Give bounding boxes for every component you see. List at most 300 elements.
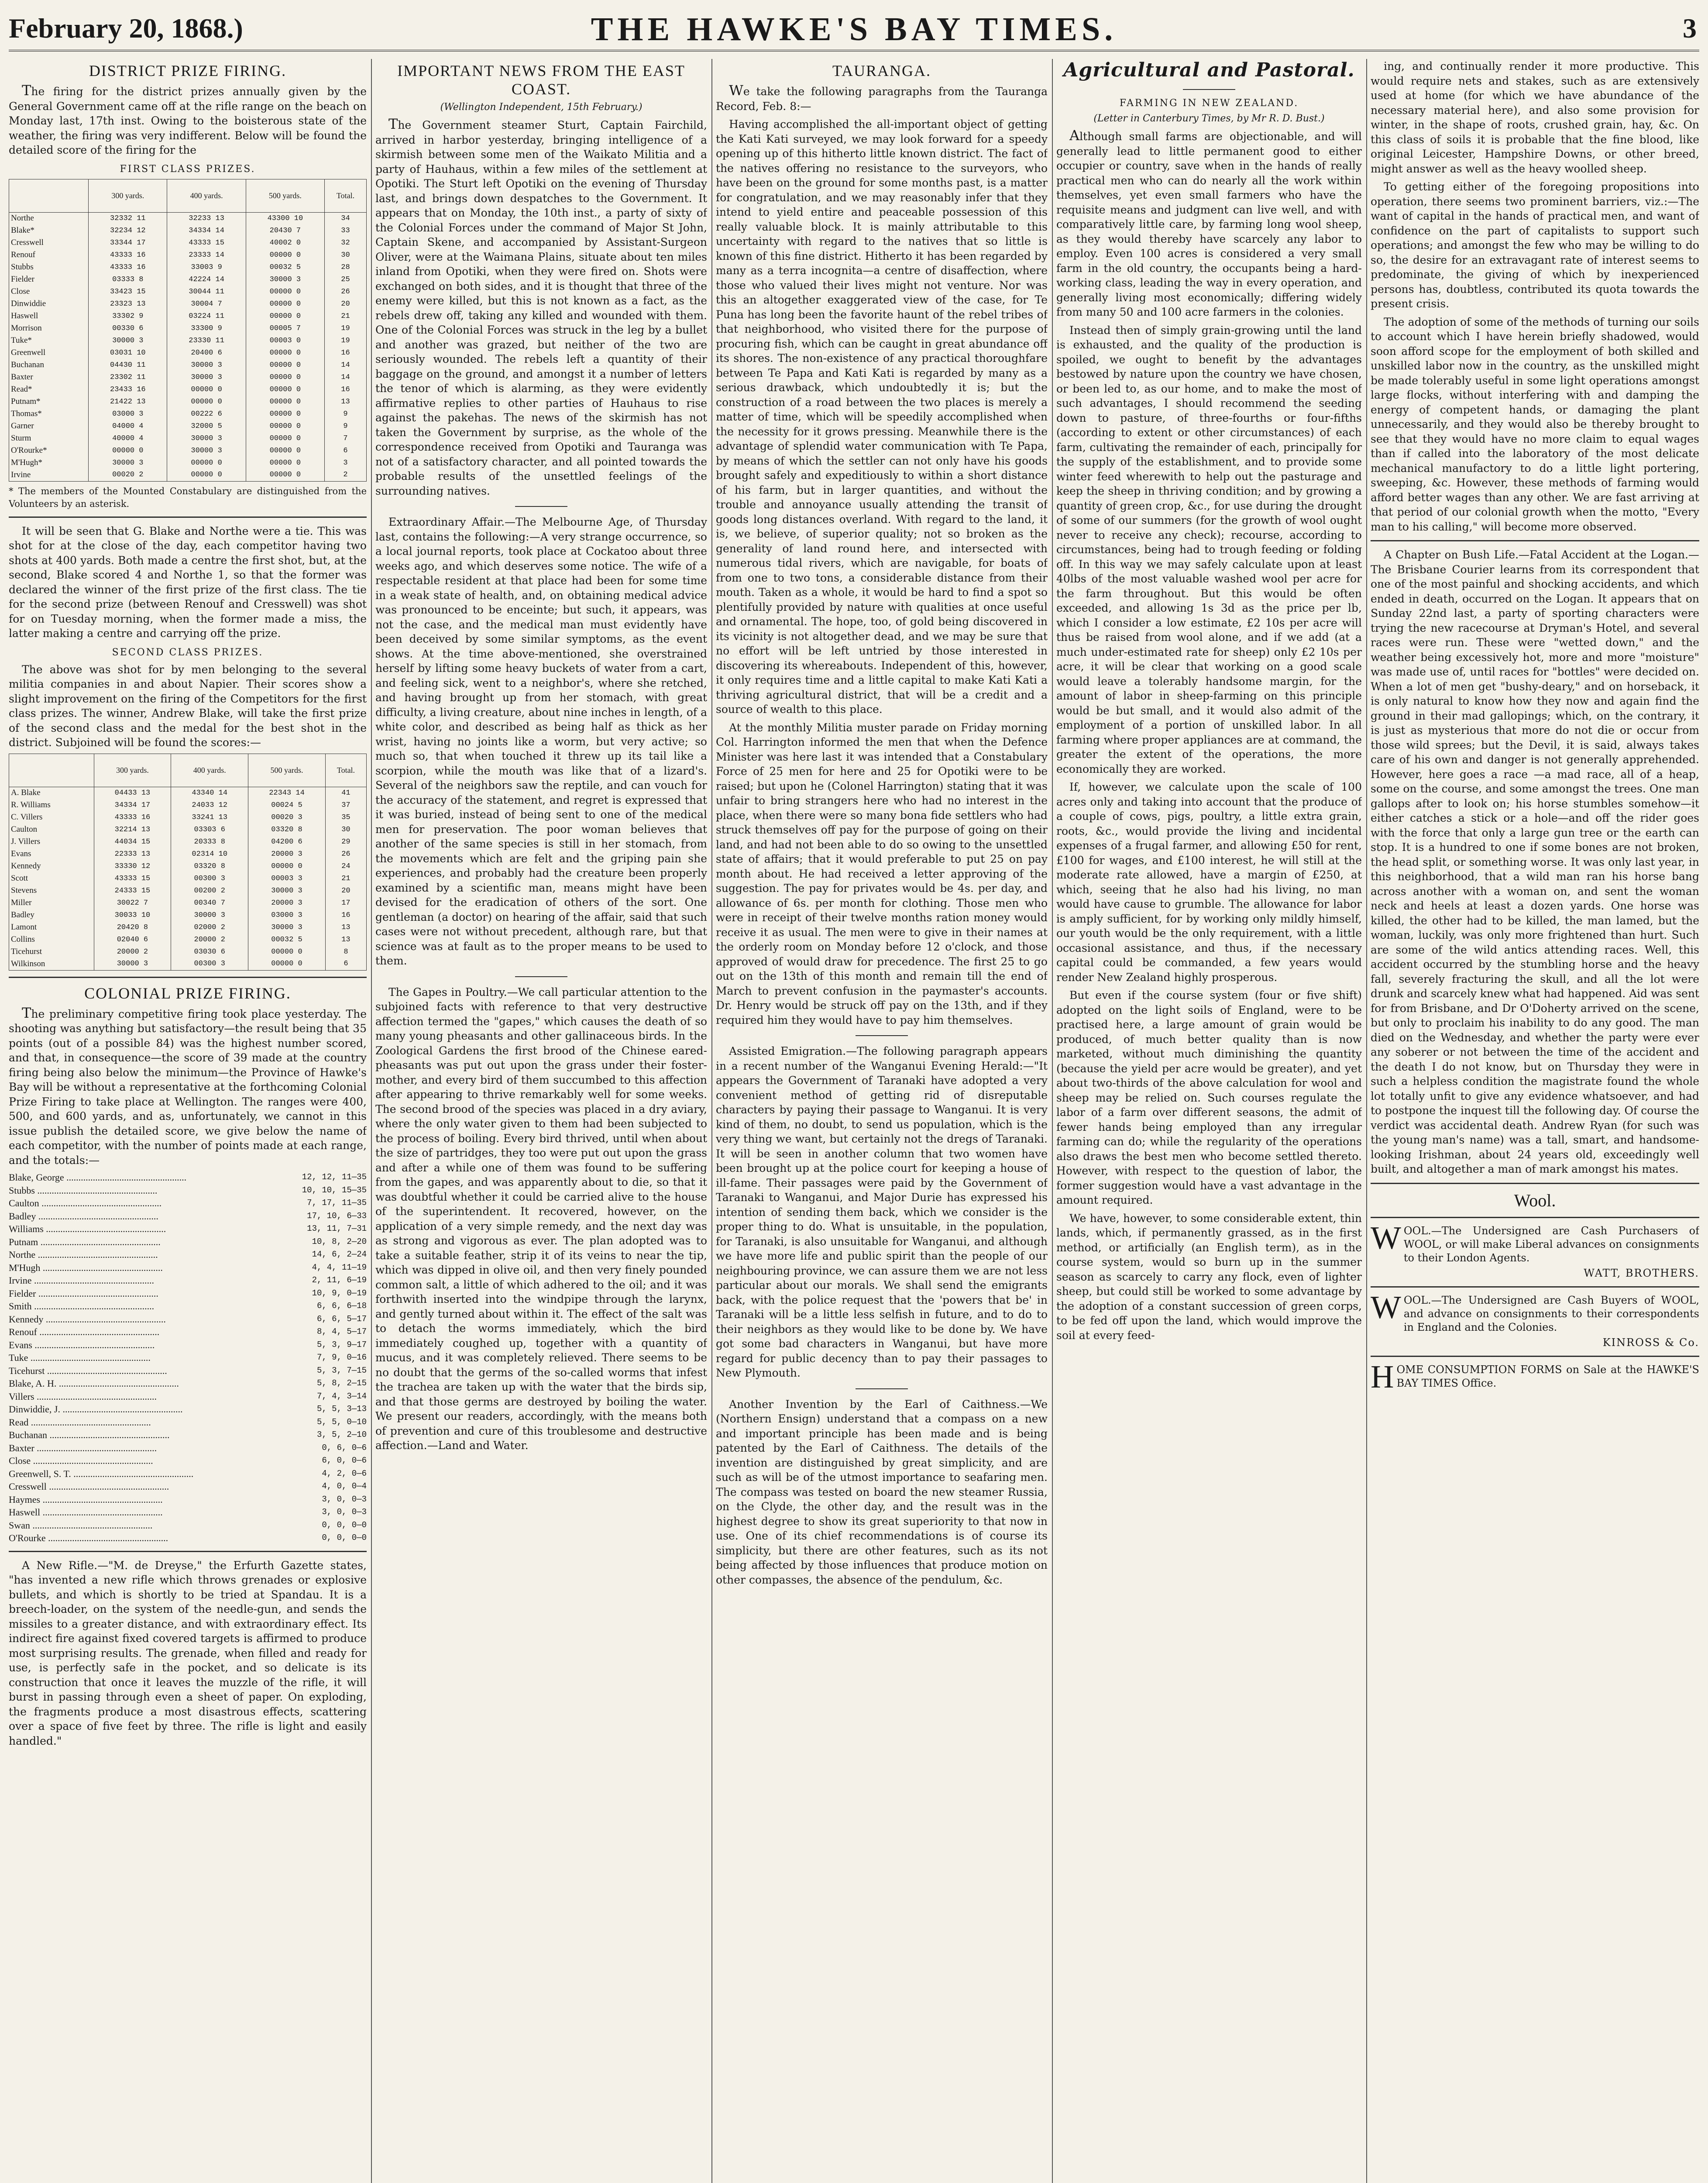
list-item [9, 1197, 367, 1210]
competitor-score: 5, 5, 3—13 [316, 1404, 367, 1414]
table-row [9, 237, 367, 249]
competitor-score: 5, 8, 2—15 [316, 1378, 367, 1388]
table-header: 500 yards. [246, 179, 324, 212]
asterisk-note: * The members of the Mounted Constabulary are distinguished from the Volunteers by an asterisk. [9, 485, 367, 509]
farming-paragraph-1: Although small farms are objectionable, and will generally lead to little permanent good to either occupier or country, save when in the hands of really practical men who can do nearly all the work within themselves, yet even small farmers who have the requisite means and judgment can live well, and with comparatively little care, by farming long wool sheep, as they would thereby have scarcely any labor to employ. Even 100 acres is considered a very small farm in the old country, the occupants being a hard-working class, leading the way in every operation, and generally living most economically; differing widely from many 50 and 100 acre farmers in the colonies. [1056, 127, 1362, 318]
list-item [9, 1454, 367, 1467]
competitor-name: Blake, George .................................................. [9, 1172, 187, 1183]
competitor-score: 3, 5, 2—10 [316, 1430, 367, 1439]
table-row [9, 322, 367, 334]
competitor-name: Irvine .................................................. [9, 1275, 155, 1286]
competitor-name: Smith .................................................. [9, 1301, 155, 1312]
drop-cap: W [1371, 1220, 1401, 1256]
score-cell: 00000 0 [246, 408, 324, 420]
list-item [9, 1236, 367, 1249]
divider [9, 1551, 367, 1552]
score-cell: 00000 0 [246, 444, 324, 457]
table-row [9, 347, 367, 359]
score-cell: 43333 16 [94, 811, 171, 823]
agricultural-section-title: Agricultural and Pastoral. [1063, 59, 1355, 81]
table-header: Total. [325, 179, 367, 212]
competitor-score: 4, 2, 0—6 [322, 1468, 367, 1478]
table-row [9, 359, 367, 371]
score-cell: 30000 3 [94, 958, 171, 970]
colonial-intro: The preliminary competitive firing took place yesterday. The shooting was anything but satisfactory—the result being that 35 points (out of a possible 84) was the highest number scored, and that, in consequence—the score of 39 made at the country firing being also below the minimum—the Province of Hawke's Bay will be without a representative at the forthcoming Colonial Prize Firing to take place at Wellington. The ranges were 400, 500, and 600 yards, and as, unfortunately, we cannot in this issue publish the detailed score, we give below the name of each competitor, with the number of points made at each range, and the totals:— [9, 1004, 367, 1167]
score-cell: 00000 0 [167, 396, 246, 408]
score-cell: 30044 11 [167, 286, 246, 298]
competitor-name: Tuke .................................................. [9, 1352, 151, 1363]
score-cell: 21422 13 [89, 396, 167, 408]
column-rule [711, 59, 712, 2183]
divider [1183, 89, 1235, 90]
score-cell: 32234 12 [89, 224, 167, 237]
list-item [9, 1300, 367, 1313]
column-1 [9, 59, 367, 2183]
score-cell: 00222 6 [167, 408, 246, 420]
score-cell: 43333 15 [94, 872, 171, 885]
competitor-name: O'Rourke* [9, 444, 89, 457]
score-cell: 7 [325, 432, 367, 444]
competitor-name: Dinwiddie, J. .................................................. [9, 1404, 183, 1415]
score-cell: 20000 3 [248, 897, 326, 909]
ad-text: OME CONSUMPTION FORMS on Sale at the HAWKE'S BAY TIMES Office. [1396, 1363, 1699, 1389]
score-cell: 00032 5 [246, 261, 324, 273]
divider [1371, 540, 1699, 541]
score-cell: 9 [325, 420, 367, 432]
competitor-name: Baxter [9, 371, 89, 383]
colonial-scores-list [9, 1171, 367, 1545]
score-cell: 33330 12 [94, 860, 171, 872]
competitor-score: 5, 3, 7—15 [316, 1365, 367, 1375]
score-cell: 00000 0 [246, 298, 324, 310]
farming-paragraph-5: We have, however, to some considerable extent, thin lands, which, if permanently grassed, as in the first method, or artificially (an English term), as in the course system, would so burn up in the summer season as scarcely to carry any flock, even of lighter sheep, but could still be worked to some advantage by the adoption of a constant succession of green corps, to be fed off upon the land, which would improve the soil at every feed- [1056, 1212, 1362, 1342]
score-cell: 30000 3 [167, 371, 246, 383]
score-cell: 20000 2 [171, 933, 248, 946]
competitor-name: Swan .................................................. [9, 1519, 153, 1531]
table-row [9, 310, 367, 322]
table-row [9, 396, 367, 408]
competitor-name: Cresswell [9, 237, 89, 249]
farming-paragraph-3: If, however, we calculate upon the scale of 100 acres only and taking into account that the produce of a couple of cows, pigs, poultry, a little extra grain, roots, &c., would provide the living and incidental expenses of a frugal farmer, and allowing £50 for rent, £100 for wages, and £100 interest, he will still at the moderate rate allowed, have a margin of £250, at which, seeing that he also had his living, no man would have cause to grumble. The allowance for labor is amply sufficient, for by working only mildly himself, our youth would be the only requirement, with a little occasional assistance, and thus, if the necessary capital could be commanded, a few years would render New Zealand highly prosperous. [1056, 781, 1362, 984]
competitor-name: Caulton .................................................. [9, 1198, 162, 1209]
score-cell: 20 [325, 298, 367, 310]
score-cell: 00000 0 [167, 457, 246, 469]
score-cell: 04200 6 [248, 836, 326, 848]
score-cell: 19 [325, 322, 367, 334]
score-cell: 33302 9 [89, 310, 167, 322]
competitor-score: 12, 12, 11—35 [302, 1172, 367, 1182]
competitor-score: 10, 9, 0—19 [312, 1288, 367, 1298]
score-cell: 17 [325, 897, 366, 909]
score-cell: 8 [325, 946, 366, 958]
district-intro: The firing for the district prizes annually given by the General Government came off at the rifle range on the beach on Monday last, 17th inst. Owing to the boisterous state of the weather, the firing was very indifferent. Below will be found the detailed score of the firing for the [9, 82, 367, 156]
score-cell: 00024 5 [248, 799, 326, 811]
farming-continued-1: ing, and continually render it more productive. This would require nets and stakes, such as are extensively used at home (for which we have abundance of the necessary material here), and also some provision for winter, in the shape of roots, crushed grain, hay, &c. On this class of soils it is probable that the fine blood, like original Leicester, Hampshire Downs, or other breed, might answer as well as the heavy woolled sheep. [1371, 60, 1699, 175]
score-cell: 00330 6 [89, 322, 167, 334]
score-cell: 20400 6 [167, 347, 246, 359]
score-cell: 20430 7 [246, 224, 324, 237]
competitor-name: Miller [9, 897, 94, 909]
score-cell: 14 [325, 371, 367, 383]
score-cell: 00000 0 [246, 359, 324, 371]
competitor-name: C. Villers [9, 811, 94, 823]
competitor-score: 7, 9, 0—16 [316, 1353, 367, 1362]
competitor-name: Read .................................................. [9, 1416, 151, 1428]
score-cell: 33423 15 [89, 286, 167, 298]
score-cell: 43333 16 [89, 261, 167, 273]
competitor-name: Fielder [9, 273, 89, 286]
divider [1371, 1217, 1699, 1218]
column-3 [716, 59, 1048, 2183]
score-cell: 33003 9 [167, 261, 246, 273]
tauranga-title: TAURANGA. [832, 62, 931, 79]
list-item [9, 1287, 367, 1300]
score-cell: 30000 3 [89, 457, 167, 469]
score-cell: 16 [325, 909, 366, 921]
competitor-name: Putnam .................................................. [9, 1236, 161, 1247]
score-cell: 21 [325, 872, 366, 885]
score-cell: 20420 8 [94, 921, 171, 933]
score-cell: 03000 3 [89, 408, 167, 420]
score-cell: 32233 13 [167, 212, 246, 224]
competitor-name: Close [9, 286, 89, 298]
score-cell: 00020 2 [89, 469, 167, 481]
table-header: 300 yards. [94, 754, 171, 787]
table-row [9, 298, 367, 310]
competitor-name: Putnam* [9, 396, 89, 408]
list-item [9, 1506, 367, 1519]
score-cell: 34334 17 [94, 799, 171, 811]
score-cell: 03000 3 [248, 909, 326, 921]
competitor-score: 5, 3, 9—17 [316, 1339, 367, 1350]
divider [515, 976, 567, 977]
score-cell: 2 [325, 469, 367, 481]
score-cell: 37 [325, 799, 366, 811]
score-cell: 33 [325, 224, 367, 237]
competitor-name: Ticehurst [9, 946, 94, 958]
competitor-name: Renouf .................................................. [9, 1326, 160, 1337]
score-cell: 30033 10 [94, 909, 171, 921]
score-cell: 6 [325, 444, 367, 457]
competitor-score: 4, 0, 0—4 [322, 1481, 367, 1491]
list-item [9, 1403, 367, 1416]
score-cell: 13 [325, 933, 366, 946]
competitor-name: Close .................................................. [9, 1455, 153, 1466]
list-item [9, 1222, 367, 1236]
score-cell: 03333 8 [89, 273, 167, 286]
competitor-score: 14, 6, 2—24 [312, 1250, 367, 1259]
table-row [9, 408, 367, 420]
competitor-name: Scott [9, 872, 94, 885]
ad-signature: WATT, BROTHERS. [1584, 1267, 1699, 1279]
competitor-score: 0, 6, 0—6 [322, 1443, 367, 1453]
table-header [9, 179, 89, 212]
list-item [9, 1261, 367, 1274]
list-item [9, 1519, 367, 1532]
score-cell: 25 [325, 273, 367, 286]
divider [856, 1035, 908, 1036]
score-cell: 16 [325, 347, 367, 359]
score-cell: 04433 13 [94, 787, 171, 799]
score-cell: 00003 0 [246, 334, 324, 347]
score-cell: 14 [325, 359, 367, 371]
table-header: 400 yards. [171, 754, 248, 787]
score-cell: 30 [325, 249, 367, 261]
score-cell: 23333 14 [167, 249, 246, 261]
list-item [9, 1377, 367, 1390]
score-cell: 30000 3 [171, 909, 248, 921]
competitor-name: Northe .................................................. [9, 1249, 158, 1260]
score-cell: 28 [325, 261, 367, 273]
score-cell: 23433 16 [89, 383, 167, 396]
score-cell: 00000 0 [246, 371, 324, 383]
competitor-score: 4, 4, 11—19 [312, 1262, 367, 1272]
table-row [9, 885, 367, 897]
table-row [9, 261, 367, 273]
competitor-name: Greenwell, S. T. .................................................. [9, 1468, 194, 1479]
competitor-name: Blake* [9, 224, 89, 237]
score-cell: 30022 7 [94, 897, 171, 909]
score-cell: 22343 14 [248, 787, 326, 799]
ad-text: OOL.—The Undersigned are Cash Buyers of WOOL, and advance on consignments to their correspondents in England and the Colonies. [1403, 1294, 1699, 1333]
score-cell: 32214 13 [94, 823, 171, 836]
district-tie-paragraph: It will be seen that G. Blake and Northe were a tie. This was shot for at the close of the day, each competitor having two shots at 400 yards. Both made a centre the first shot, but, at the second, Blake scored 4 and Northe 1, so that the former was declared the winner of the first prize of the first class. The tie for the second prize (between Renouf and Cresswell) was shot for on Tuesday morning, when the former made a miss, the latter making a centre and carrying off the prize. [9, 524, 367, 640]
table-row [9, 909, 367, 921]
table-row [9, 432, 367, 444]
competitor-name: Cresswell .................................................. [9, 1481, 169, 1492]
list-item [9, 1429, 367, 1442]
newspaper-title: THE HAWKE'S BAY TIMES. [591, 11, 1117, 48]
table-row [9, 860, 367, 872]
list-item [9, 1532, 367, 1545]
table-row [9, 224, 367, 237]
district-prize-title: DISTRICT PRIZE FIRING. [89, 62, 287, 79]
ad-text: OOL.—The Undersigned are Cash Purchasers of WOOL, or will make Liberal advances on consignments to their London Agents. [1403, 1224, 1699, 1264]
competitor-name: Buchanan .................................................. [9, 1429, 170, 1440]
list-item [9, 1274, 367, 1287]
kati-kati-article: Having accomplished the all-important object of getting the Kati Kati surveyed, we may look forward for a speedy opening up of this hitherto little known district. The fact of the natives offering no resistance to the surveyors, who have been on the ground for some months past, is a matter for congratulation, and we may reasonably infer that they intend to yield entire and peaceable possession of this really valuable block. It is mainly attributable to this uncertainty with regard to the natives that so little is known of this fine district. Hitherto it has been regarded by many as a terra incognita—a centre of disaffection, where those who valued their lives might not venture. Nor was this an altogether exaggerated view of the case, for Te Puna has long been the favorite haunt of the rebel tribes of that neighborhood, who visited there for the purpose of procuring fish, which can be caught in great abundance off its shores. The non-existence of any practical thoroughfare between Te Papa and Kati Kati is regarded by many as a serious drawback, which undoubtedly it is; but the construction of a road between the two places is merely a matter of time, which will be speedily accomplished when the necessity for it grows pressing. Meanwhile there is the advantage of splendid water communication with Te Papa, by means of which the settler can not only have his goods brought safely and expeditiously to within a short distance of his farm, but in larger quantities, and without the trouble and annoyance usually attending the transit of goods long distances overland. With regard to the land, it is, we believe, of superior quality; not so broken as the generality of land round here, and intersected with numerous tidal rivers, which are navigable, for boats of from one to two tons, a considerable distance from their mouth. Taken as a whole, it would be hard to find a spot so plentifully provided by nature with qualities at once useful and ornamental. The hope, too, of gold being discovered in its vicinity is not altogether dead, and we may be sure that no effort will be left untried by those interested in discovering its whereabouts. Independent of this, however, it only requires time and a little capital to make Kati Kati a thriving agricultural district, that will be a credit and a source of wealth to this place. [716, 118, 1048, 716]
divider [515, 506, 567, 507]
competitor-name: Villers .................................................. [9, 1391, 157, 1402]
score-cell: 30000 3 [167, 444, 246, 457]
table-row [9, 286, 367, 298]
score-cell: 19 [325, 334, 367, 347]
extraordinary-affair-article: Extraordinary Affair.—The Melbourne Age, of Thursday last, contains the following:—A very strange occurrence, so a local journal reports, took place at Cockatoo about three weeks ago, and which deserves some notice. The wife of a respectable resident at that place had been for some time in a weak state of health, and, on obtaining medical advice was pronounced to be enceinte; but such, it appears, was not the case, and the medical man must evidently have been deceived by some similar symptoms, as the event shows. At the time above-mentioned, she overstrained herself by lifting some heavy buckets of water from a cart, and feeling sick, went to a neighbor's, where she retched, and having brought up from her stomach, with great difficulty, a living creature, about nine inches in length, of a white color, and described as being half as thick as her wrist, having no joints like a worm, but very active; so much so, that when touched it threw up its tail like a scorpion, while the mouth was like that of a lizard's. Several of the neighbors saw the reptile, and can vouch for the accuracy of the statement, and regret is expressed that it was buried, instead of being sent to one of the medical men for preservation. The poor woman believes that another of the same species is still in her stomach, from the movements which are felt and the griping pain she experiences, and probably had the creature been properly examined by a scientific man, means might have been devised for the eradication of others of the sort. One gentleman (a doctor) on hearing of the affair, said that such cases were not without precedent, although rare, but that science was at fault as to the proper means to be used to them. [375, 516, 707, 967]
score-cell: 00000 0 [246, 420, 324, 432]
table-row [9, 921, 367, 933]
competitor-name: Buchanan [9, 359, 89, 371]
competitor-name: Sturm [9, 432, 89, 444]
list-item [9, 1364, 367, 1377]
column-rule [371, 59, 372, 2183]
score-cell: 00000 0 [246, 469, 324, 481]
score-cell: 32332 11 [89, 212, 167, 224]
competitor-name: O'Rourke .................................................. [9, 1532, 168, 1543]
competitor-score: 10, 10, 15—35 [302, 1185, 367, 1195]
score-cell: 04000 4 [89, 420, 167, 432]
score-cell: 00000 0 [246, 310, 324, 322]
score-cell: 00000 0 [89, 444, 167, 457]
score-cell: 00000 0 [246, 396, 324, 408]
list-item [9, 1339, 367, 1352]
divider [1371, 1286, 1699, 1288]
competitor-name: Haymes .................................................. [9, 1494, 163, 1505]
score-cell: 00000 0 [246, 432, 324, 444]
competitor-name: M'Hugh .................................................. [9, 1262, 163, 1273]
score-cell: 02040 6 [94, 933, 171, 946]
competitor-name: Caulton [9, 823, 94, 836]
score-cell: 00000 0 [167, 469, 246, 481]
competitor-name: Northe [9, 212, 89, 224]
table-row [9, 787, 367, 799]
score-cell: 43333 15 [167, 237, 246, 249]
score-cell: 00000 0 [246, 457, 324, 469]
first-class-heading: FIRST CLASS PRIZES. [120, 163, 256, 175]
score-cell: 3 [325, 457, 367, 469]
score-cell: 24333 15 [94, 885, 171, 897]
gapes-poultry-article: The Gapes in Poultry.—We call particular attention to the subjoined facts with reference to that very destructive affection termed the "gapes," which causes the death of so many young pheasants and other gallinaceous birds. In the Zoological Gardens the first brood of the Chinese eared-pheasants was put out upon the grass under their foster-mother, and every bird of them succumbed to this affection after appearing to thrive remarkably well for some weeks. The second brood of the species was placed in a dry aviary, where the only water given to them had been subjected to the process of boiling. Every bird thrived, until when about the size of partridges, they too were put out upon the grass and after a while one of them was found to be suffering from the gapes, and was apparently about to die, so that it was doubtful whether it could be carried alive to the house of the superintendent. It recovered, however, on the application of a very simple remedy, and the next day was as strong and vigorous as ever. The plan adopted was to take a suitable feather, strip it of its veins to near the tip, which was dipped in olive oil, and then very finely pounded common salt, a little of which adhered to the oil; and it was forthwith inserted into the windpipe through the larynx, and gently turned about within it. The effect of the salt was to detach the worms immediately, which the bird immediately coughed up, together with a quantity of mucus, and it was completely relieved. There seems to be no doubt that the germs of the so-called worms that infest the trachea are taken up with the water that the birds sip, and that those germs are destroyed by boiling the water. We present our readers, accordingly, with the means both of prevention and cure of this troublesome and destructive affection.—Land and Water. [375, 985, 707, 1452]
competitor-score: 10, 8, 2—20 [312, 1236, 367, 1246]
score-cell: 00200 2 [171, 885, 248, 897]
competitor-name: M'Hugh* [9, 457, 89, 469]
score-cell: 13 [325, 921, 366, 933]
competitor-name: Greenwell [9, 347, 89, 359]
competitor-name: Stubbs [9, 261, 89, 273]
score-cell: 30000 3 [246, 273, 324, 286]
competitor-score: 7, 17, 11—35 [307, 1198, 367, 1208]
first-class-table [9, 179, 367, 482]
score-cell: 00005 7 [246, 322, 324, 334]
competitor-name: Lamont [9, 921, 94, 933]
table-row [9, 933, 367, 946]
column-rule [1052, 59, 1053, 2183]
score-cell: 33300 9 [167, 322, 246, 334]
score-cell: 30000 3 [248, 885, 326, 897]
competitor-name: J. Villers [9, 836, 94, 848]
table-row [9, 897, 367, 909]
drop-cap: H [1371, 1359, 1394, 1395]
table-row [9, 469, 367, 481]
assisted-emigration-article: Assisted Emigration.—The following paragraph appears in a recent number of the Wanganui Evening Herald:—"It appears the Government of Taranaki have adopted a very convenient method of getting rid of disreputable characters by paying their passage to Wanganui. It is very kind of them, no doubt, to send us population, which is the very thing we want, but certainly not the dregs of Taranaki. It will be seen in another column that two women have been brought up at the police court for keeping a house of ill-fame. Their passages were paid by the Government of Taranaki to Wanganui, and Major Durie has expressed his intention of sending them back, which we consider is the proper thing to do. What is unsuitable, in the population, for Taranaki, is also unsuitable for Wanganui, and although we have more life and public spirit than the people of our neighbouring province, we can assure them we are not less particular about our morals. We shall send the emigrants back, with the police request that the 'powers that be' in Taranaki will be a little less selfish in future, and to do to their neighbors as they would like to be done by. We have got some bad characters in Wanganui, but have more regard for public decency than to pay their passages to New Plymouth. [716, 1045, 1048, 1379]
score-cell: 29 [325, 836, 366, 848]
consumption-forms-ad [1371, 1359, 1699, 1395]
divider [1371, 1356, 1699, 1357]
score-cell: 32 [325, 237, 367, 249]
score-cell: 00000 0 [246, 249, 324, 261]
list-item [9, 1480, 367, 1493]
score-cell: 35 [325, 811, 366, 823]
militia-muster-article: At the monthly Militia muster parade on Friday morning Col. Harrington informed the men that when the Defence Minister was here last it was intended that a Constabulary Force of 25 men for here and 25 for Opotiki were to be raised; but upon he (Colonel Harrington) stating that it was unfair to bring strangers here who had no interest in the place, when there were so many bona fide settlers who had struck themselves off pay for the purpose of going on their land, and had not been able to do so owing to the unsettled state of affairs; that it would preferable to put 25 on pay month about. He had received a letter approving of the suggestion. The pay for privates would be 4s. per day, and allowance of 6s. per month for clothing. Those men who were in receipt of their twelve months ration money would receive it as usual. The men were to give in their names at the orderly room on Monday before 12 o'clock, and those approved of would draw for precedence. The first 25 to go out on the 13th of this month and remain till the end of March to prevent confusion in the paymaster's accounts. Dr. Henry would be struck off pay on the 13th, and if they required him they would have to pay him themselves. [716, 721, 1048, 1026]
score-cell: 00000 0 [246, 383, 324, 396]
farming-continued-3: The adoption of some of the methods of turning our soils to account which I have herein briefly shadowed, would soon afford scope for the employment of both skilled and unskilled labor now in the country, as the unskilled might be made tolerably useful in some light operations amongst large flocks, without interfering with and damping the energy of competent hands, or damaging the plant unnecessarily, and they would also be thereby brought to see that they would have no more claim to equal wages than if called into the laboratory of the most delicate mechanical manufactory to do a little light portering, sweeping, &c. However, these methods of farming would afford better wages than any other. We are fast arriving at that period of our colonial growth when the motto, "Every man to his calling," will become more observed. [1371, 315, 1699, 533]
competitor-name: Badley .................................................. [9, 1210, 158, 1222]
score-cell: 33344 17 [89, 237, 167, 249]
competitor-name: Williams .................................................. [9, 1223, 166, 1234]
table-header: 500 yards. [248, 754, 326, 787]
score-cell: 00032 5 [248, 933, 326, 946]
score-cell: 00000 0 [246, 286, 324, 298]
score-cell: 43333 16 [89, 249, 167, 261]
table-row [9, 946, 367, 958]
table-row [9, 334, 367, 347]
score-cell: 42224 14 [167, 273, 246, 286]
score-cell: 6 [325, 958, 366, 970]
competitor-name: Dinwiddie [9, 298, 89, 310]
list-item [9, 1171, 367, 1184]
list-item [9, 1390, 367, 1403]
score-cell: 26 [325, 848, 366, 860]
score-cell: 43340 14 [171, 787, 248, 799]
score-cell: 20333 8 [171, 836, 248, 848]
masthead [9, 8, 1699, 52]
competitor-name: Fielder .................................................. [9, 1288, 158, 1299]
score-cell: 24 [325, 860, 366, 872]
competitor-name: Ticehurst .................................................. [9, 1365, 167, 1376]
score-cell: 00300 3 [171, 872, 248, 885]
competitor-score: 6, 6, 6—18 [316, 1301, 367, 1311]
competitor-name: Morrison [9, 322, 89, 334]
score-cell: 20 [325, 885, 366, 897]
east-coast-title: IMPORTANT NEWS FROM THE EAST COAST. [397, 62, 685, 98]
score-cell: 30000 3 [248, 921, 326, 933]
list-item [9, 1351, 367, 1364]
score-cell: 00003 3 [248, 872, 326, 885]
score-cell: 03224 11 [167, 310, 246, 322]
score-cell: 34 [325, 212, 367, 224]
competitor-score: 5, 5, 0—10 [316, 1417, 367, 1427]
score-cell: 23330 11 [167, 334, 246, 347]
score-cell: 00000 0 [246, 347, 324, 359]
caithness-invention-article: Another Invention by the Earl of Caithness.—We (Northern Ensign) understand that a compass on a new and important principle has been made and is being patented by the Earl of Caithness. The details of the invention are distinguished by great simplicity, and are such as will be of the utmost importance to seafaring men. The compass was tested on board the new steamer Russia, on the Clyde, the other day, and the result was in the highest degree to show its great superiority to that now in use. One of its chief recommendations is of course its simplicity, but there are other features, such as its not being affected by those influences that produce motion on other compasses, the absence of the pendulum, &c. [716, 1398, 1048, 1586]
score-cell: 30004 7 [167, 298, 246, 310]
table-row [9, 836, 367, 848]
east-coast-article: The Government steamer Sturt, Captain Fairchild, arrived in harbor yesterday, bringing intelligence of a skirmish between some men of the Waikato Militia and a party of Hauhaus, within a few miles of the settlement at Opotiki. The Sturt left Opotiki on the evening of Thursday last, and brings down despatches to the Government. It appears that on Monday, the 10th inst., a party of sixty of the Colonial Forces under the command of Major St John, Captain Skene, and accompanied by Assistant-Surgeon Oliver, were at the Waimana Plains, situate about ten miles inland from Opotiki, when they were fired on. Shots were exchanged on both sides, and it is thought that three of the enemy were killed, but this is not known as a fact, as the rebels drew off, taking any killed and wounded with them. One of the Colonial Forces was struck in the leg by a bullet and another was grazed, but neither of the two are seriously wounded. The rebels left a quantity of their baggage on the ground, and amongst it a number of letters the tenor of which is alarming, as they were evidently affirmative replies to other parties of Hauhaus to rise against the pakehas. The news of the skirmish has not taken the Government by surprise, as the whole of the correspondence received from Opotiki and Tauranga was not of a satisfactory character, and all pointed towards the probable results of the unsettled feelings of the surrounding natives. [375, 116, 707, 497]
ad-signature: KINROSS & Co. [1602, 1336, 1699, 1349]
table-row [9, 273, 367, 286]
table-row [9, 371, 367, 383]
competitor-name: Evans .................................................. [9, 1339, 155, 1350]
table-row [9, 420, 367, 432]
score-cell: 30000 3 [89, 334, 167, 347]
score-cell: 34334 14 [167, 224, 246, 237]
table-row [9, 811, 367, 823]
score-cell: 03320 8 [171, 860, 248, 872]
east-coast-source: (Wellington Independent, 15th February.) [440, 102, 643, 113]
table-row [9, 872, 367, 885]
divider [9, 516, 367, 518]
score-cell: 04430 11 [89, 359, 167, 371]
list-item [9, 1442, 367, 1455]
score-cell: 30000 3 [167, 359, 246, 371]
divider [856, 1388, 908, 1389]
competitor-name: Baxter .................................................. [9, 1442, 157, 1453]
score-cell: 00000 0 [248, 946, 326, 958]
competitor-name: Read* [9, 383, 89, 396]
competitor-name: A. Blake [9, 787, 94, 799]
score-cell: 23302 11 [89, 371, 167, 383]
score-cell: 22333 13 [94, 848, 171, 860]
competitor-score: 6, 6, 5—17 [316, 1314, 367, 1324]
competitor-name: Collins [9, 933, 94, 946]
score-cell: 02000 2 [171, 921, 248, 933]
competitor-name: Stubbs .................................................. [9, 1184, 158, 1196]
score-cell: 16 [325, 383, 367, 396]
competitor-score: 8, 4, 5—17 [316, 1327, 367, 1336]
bush-life-article: A Chapter on Bush Life.—Fatal Accident at the Logan.—The Brisbane Courier learns from its correspondent that one of the most painful and shocking accidents, and which ended in death, occurred on the Logan. It appears that on Sunday 22nd last, a party of sporting characters were trying the new racecourse at Dryman's Hotel, and several races were run. These were "wetted down," and the weather being excessively hot, more and more "moisture" was made use of, until races for "bottles" were decided on. When a lot of men get "bushy-deary," and on horseback, it is only natural to know how they now and again find the ground in their mad gallopings; which, on the contrary, it is just as mysterious that more do not die or occur from those wild sprees; but the Devil, it is said, always takes care of his own and danger is not generally apprehended. However, here goes a race —a mad race, all of a heap, some on the course, and some amongst the trees. One man gallops after to look on; his horse stumbles somehow—it either catches a stick or a hole—and off the rider goes with the force that only a large gun tree or the earth can stop. It is a hundred to one if some bones are not broken, the head split, or something worse. It was only last year, in this neighborhood, that a wild man ran his horse bang across another with a woman on, and sent the woman neck and heels at least a dozen yards. One horse was killed, the other had to be killed, the man lamed, but the woman, luckily, was only more frightened than hurt. Such are some of the wild antics attending races. Well, this accident occurred by the stumbling horse and the heavy fall, severely fracturing the skull, and all the lot were drunk and scarcely knew what had happened. Aid was sent for from Brisbane, and Dr O'Doherty arrived on the scene, but only to proclaim his inability to do any good. The man died on the Wednesday, and whether the party were ever any soberer or not between the time of the accident and the death I do not know, but on Thursday they were in such a helpless condition the magistrate found the whole lot totally unfit to give any evidence whatsoever, and had to postpone the inquest till the following day. Of course the verdict was accidental death. Andrew Ryan (for such was the young man's name) was a tall, smart, and handsome-looking Irishman, about 24 years old, exceedingly well built, and altogether a man of mark amongst his mates. [1371, 548, 1699, 1175]
list-item [9, 1248, 367, 1261]
table-row [9, 958, 367, 970]
table-row [9, 444, 367, 457]
